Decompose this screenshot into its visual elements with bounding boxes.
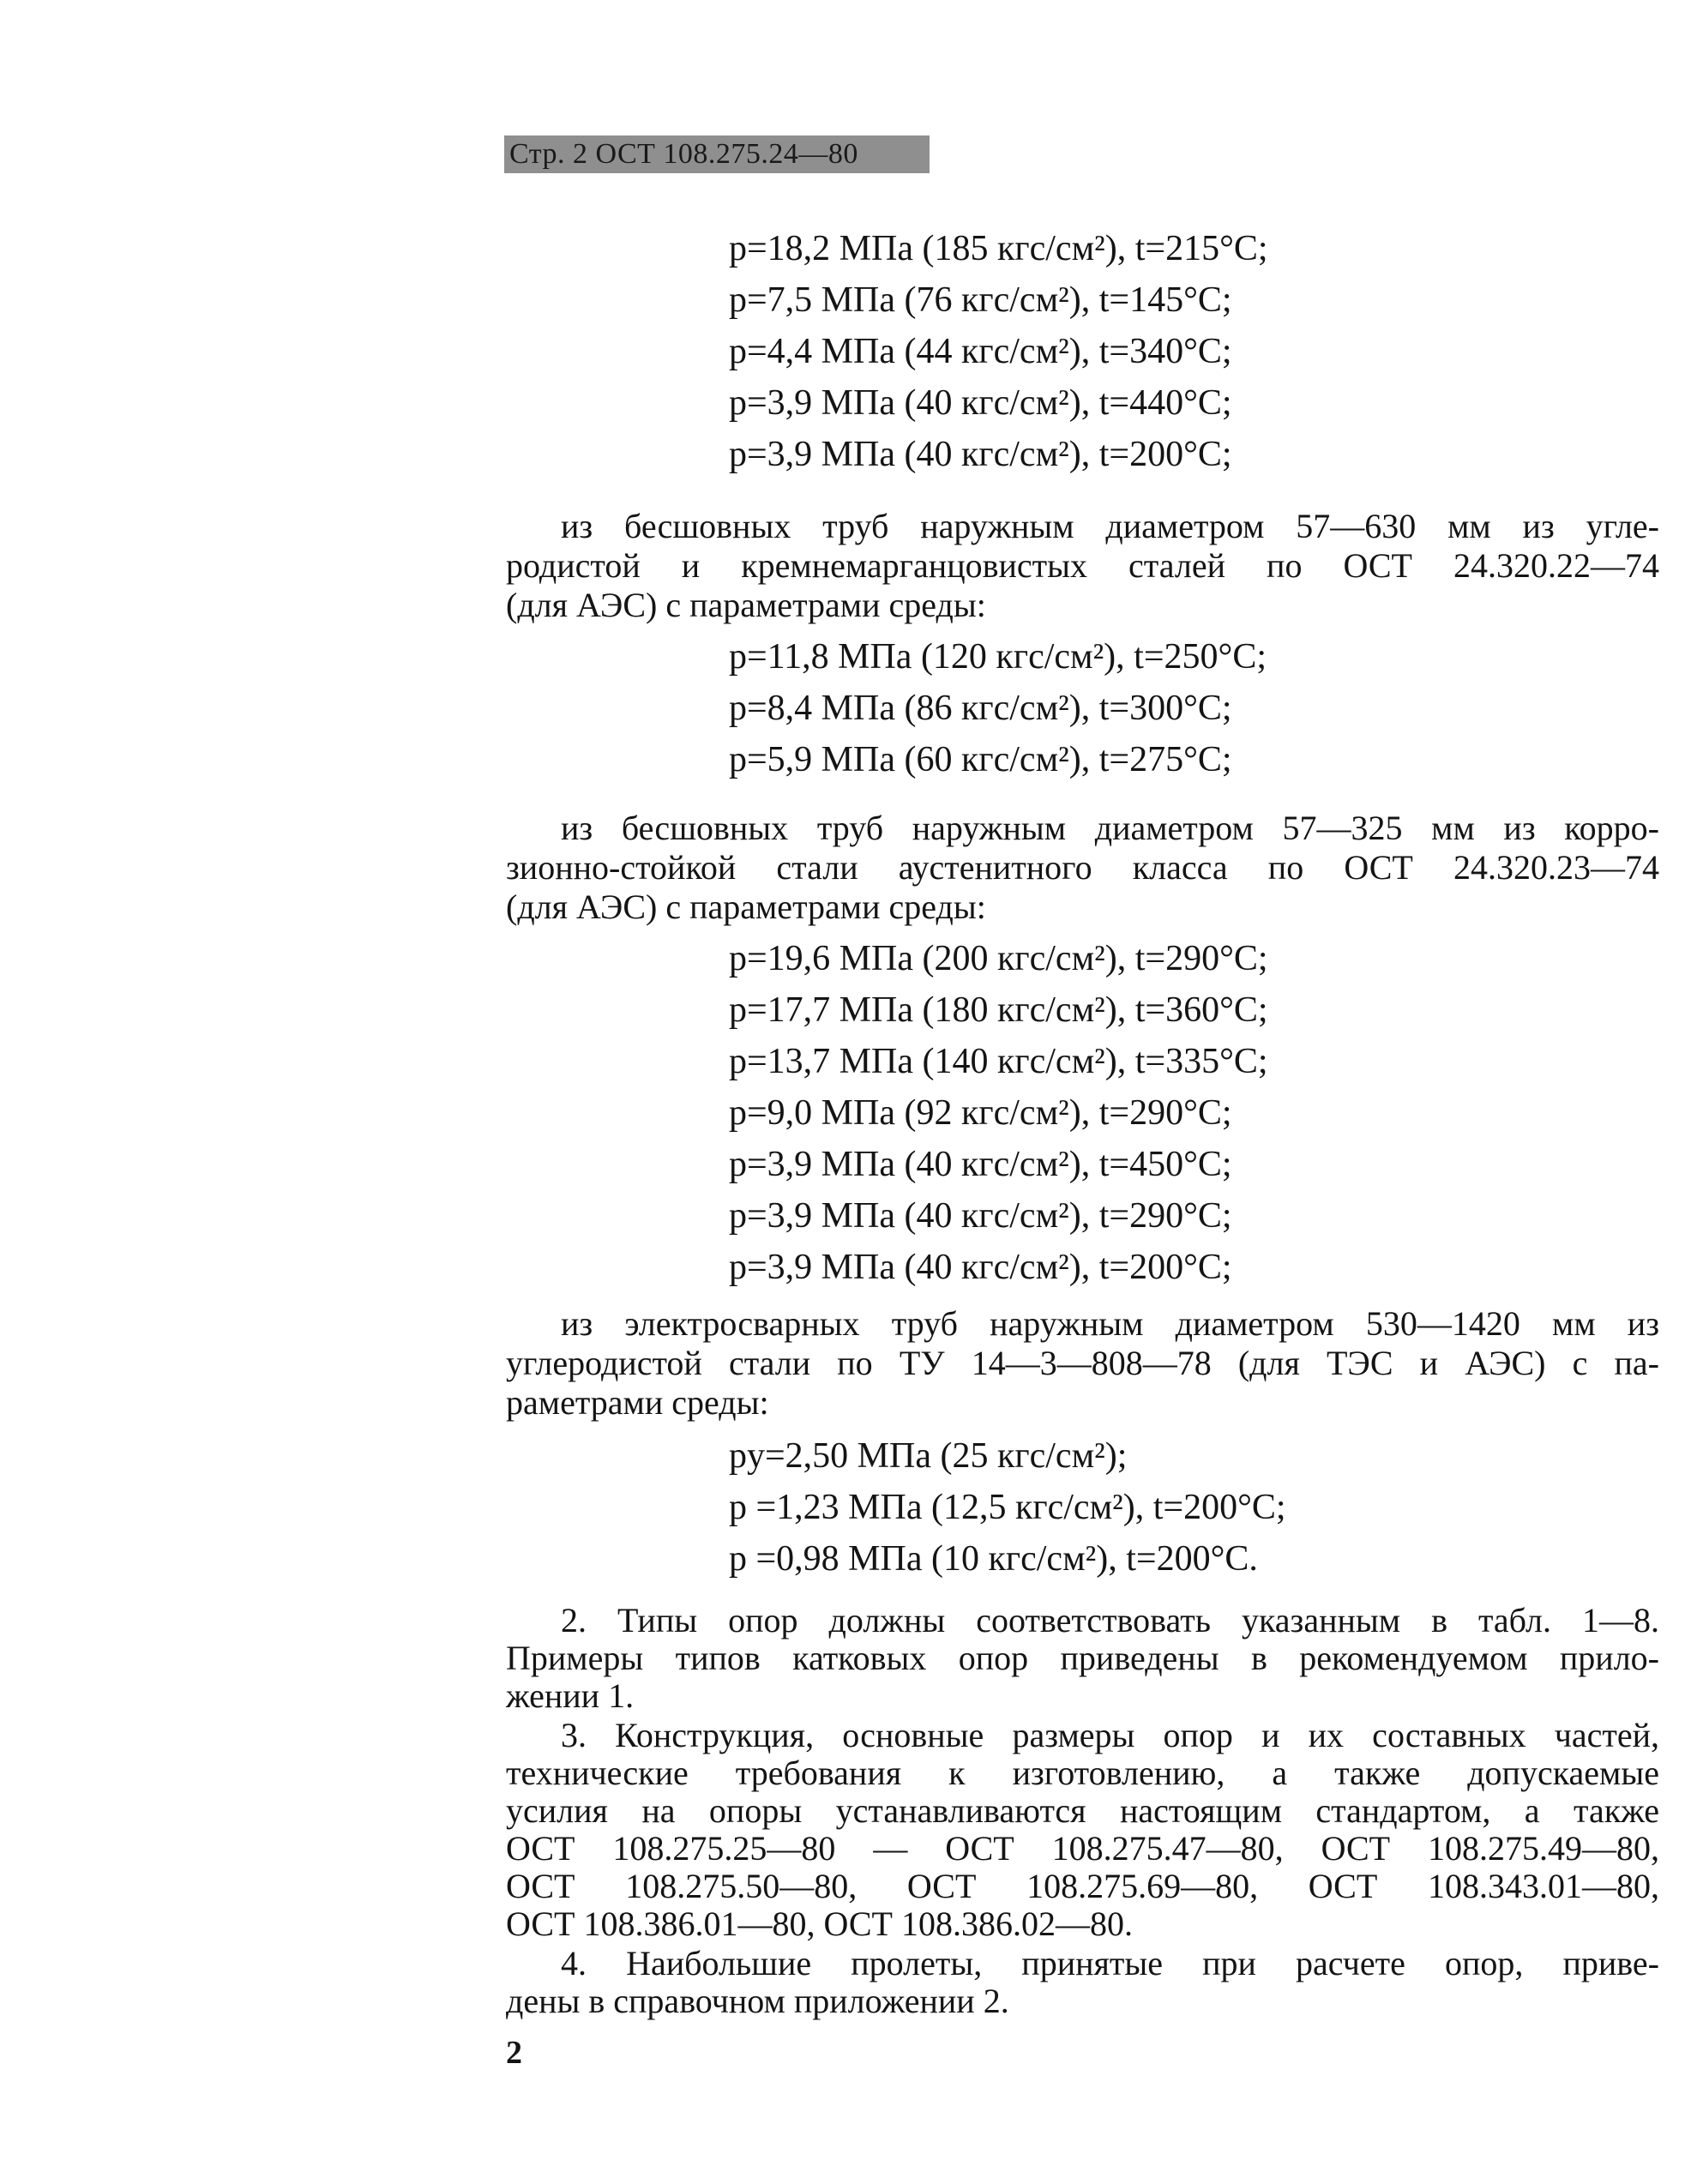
param-line: p=8,4 МПа (86 кгс/см²), t=300°С;: [729, 689, 1232, 728]
paragraph-line: 2. Типы опор должны соответствовать указанным в табл. 1—8.: [561, 1601, 1659, 1640]
paragraph-line: Примеры типов катковых опор приведены в рекомендуемом прило-: [506, 1639, 1659, 1677]
paragraph-line: технические требования к изготовлению, а также допускаемые: [506, 1754, 1659, 1792]
param-line: p=3,9 МПа (40 кгс/см²), t=200°С;: [729, 435, 1232, 474]
paragraph-line: 3. Конструкция, основные размеры опор и их составных частей,: [561, 1716, 1659, 1754]
param-line: pу=2,50 МПа (25 кгс/см²);: [729, 1436, 1128, 1476]
param-line: p=5,9 МПа (60 кгс/см²), t=275°С;: [729, 740, 1232, 779]
param-line: p=7,5 МПа (76 кгс/см²), t=145°С;: [729, 280, 1232, 320]
paragraph-line: 4. Наибольшие пролеты, принятые при расчете опор, приве-: [561, 1944, 1659, 1982]
param-line: p=13,7 МПа (140 кгс/см²), t=335°С;: [729, 1042, 1268, 1081]
paragraph-line: из бесшовных труб наружным диаметром 57—325 мм из корро-: [561, 809, 1659, 847]
paragraph-line: углеродистой стали по ТУ 14—3—808—78 (для ТЭС и АЭС) с па-: [506, 1344, 1659, 1382]
param-line: p=3,9 МПа (40 кгс/см²), t=200°С;: [729, 1248, 1232, 1287]
paragraph-line: (для АЭС) с параметрами среды:: [506, 586, 986, 624]
paragraph-line: зионно-стойкой стали аустенитного класса по ОСТ 24.320.23—74: [506, 848, 1659, 887]
paragraph-line: (для АЭС) с параметрами среды:: [506, 887, 986, 926]
param-line: p=18,2 МПа (185 кгс/см²), t=215°С;: [729, 229, 1268, 268]
param-line: p=3,9 МПа (40 кгс/см²), t=440°С;: [729, 383, 1232, 423]
param-line: p=17,7 МПа (180 кгс/см²), t=360°С;: [729, 990, 1268, 1030]
page-number: 2: [506, 2035, 522, 2071]
param-line: p=11,8 МПа (120 кгс/см²), t=250°С;: [729, 637, 1267, 677]
param-line: p =0,98 МПа (10 кгс/см²), t=200°С.: [729, 1539, 1258, 1579]
param-line: p=3,9 МПа (40 кгс/см²), t=290°С;: [729, 1196, 1232, 1236]
paragraph-line: жении 1.: [506, 1676, 635, 1715]
page-header: Стр. 2 ОСТ 108.275.24—80: [504, 135, 930, 173]
paragraph-line: усилия на опоры устанавливаются настоящим стандартом, а также: [506, 1791, 1659, 1830]
paragraph-line: раметрами среды:: [506, 1383, 769, 1422]
param-line: p=9,0 МПа (92 кгс/см²), t=290°С;: [729, 1093, 1232, 1133]
paragraph-line: родистой и кремнемарганцовистых сталей по ОСТ 24.320.22—74: [506, 546, 1659, 585]
paragraph-line: из бесшовных труб наружным диаметром 57—630 мм из угле-: [561, 507, 1659, 545]
param-line: p=19,6 МПа (200 кгс/см²), t=290°С;: [729, 939, 1268, 978]
paragraph-line: ОСТ 108.275.25—80 — ОСТ 108.275.47—80, ОСТ 108.275.49—80,: [506, 1829, 1659, 1868]
param-line: p=3,9 МПа (40 кгс/см²), t=450°С;: [729, 1145, 1232, 1184]
paragraph-line: ОСТ 108.275.50—80, ОСТ 108.275.69—80, ОСТ 108.343.01—80,: [506, 1867, 1659, 1905]
paragraph-line: из электросварных труб наружным диаметром 530—1420 мм из: [561, 1304, 1659, 1343]
param-line: p=4,4 МПа (44 кгс/см²), t=340°С;: [729, 332, 1232, 371]
paragraph-line: ОСТ 108.386.01—80, ОСТ 108.386.02—80.: [506, 1904, 1133, 1943]
param-line: p =1,23 МПа (12,5 кгс/см²), t=200°С;: [729, 1488, 1286, 1527]
paragraph-line: дены в справочном приложении 2.: [506, 1982, 1009, 2020]
